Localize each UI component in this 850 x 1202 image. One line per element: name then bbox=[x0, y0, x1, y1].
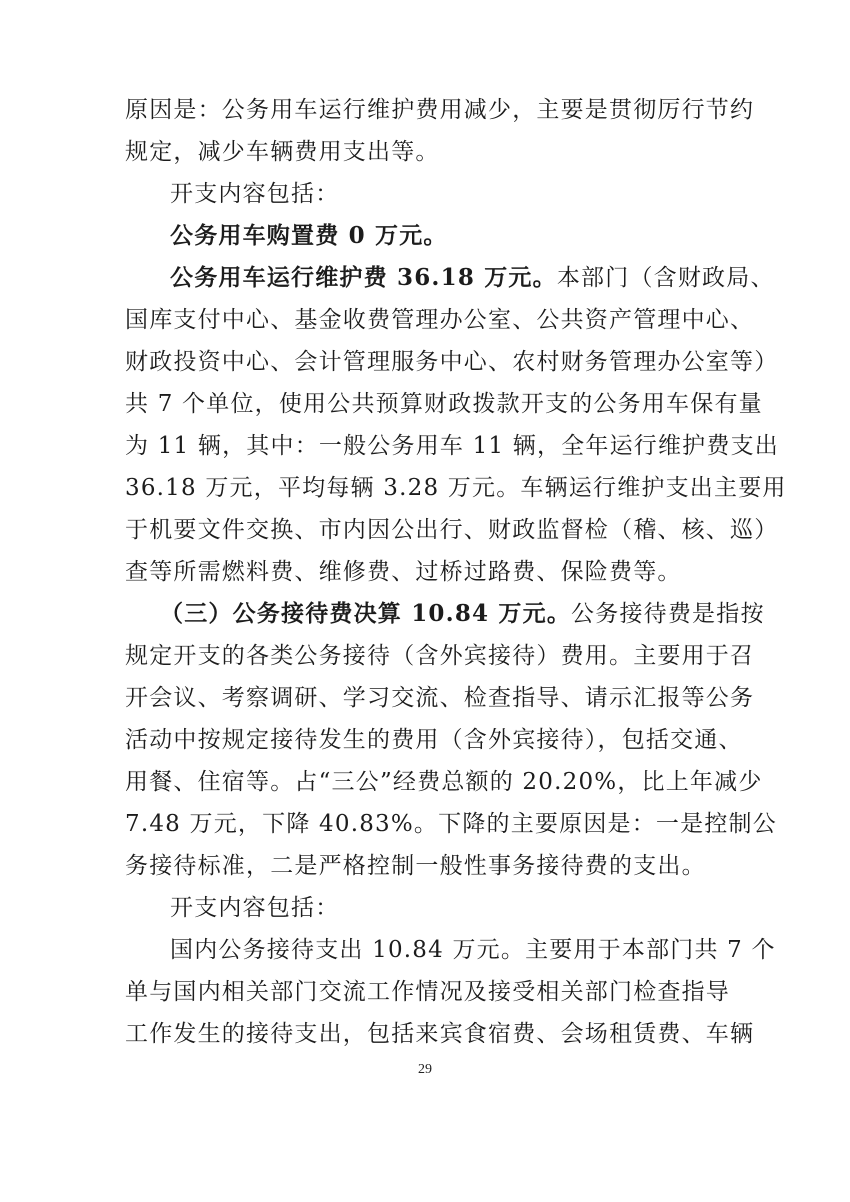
text-line: 规定开支的各类公务接待（含外宾接待）费用。主要用于召 bbox=[125, 643, 755, 669]
text-line: 用餐、住宿等。占“三公”经费总额的 20.20%，比上年减少 bbox=[125, 769, 763, 795]
text-line: 开支内容包括： bbox=[170, 895, 340, 921]
section-heading: （三）公务接待费决算 10.84 万元。 bbox=[160, 600, 572, 627]
text-line: 财政投资中心、会计管理服务中心、农村财务管理办公室等） bbox=[125, 349, 779, 375]
text-line: 开会议、考察调研、学习交流、检查指导、请示汇报等公务 bbox=[125, 685, 755, 711]
text-line: 开支内容包括： bbox=[170, 181, 340, 207]
text-line: 单与国内相关部门交流工作情况及接受相关部门检查指导 bbox=[125, 979, 730, 1005]
subheading: 公务用车购置费 0 万元。 bbox=[170, 222, 448, 249]
subheading: 公务用车运行维护费 36.18 万元。 bbox=[170, 264, 557, 291]
text-line: 工作发生的接待支出，包括来宾食宿费、会场租赁费、车辆 bbox=[125, 1021, 755, 1047]
text-line: 查等所需燃料费、维修费、过桥过路费、保险费等。 bbox=[125, 559, 682, 585]
text-line: 务接待标准，二是严格控制一般性事务接待费的支出。 bbox=[125, 853, 706, 879]
text-line: 原因是：公务用车运行维护费用减少，主要是贯彻厉行节约 bbox=[125, 97, 755, 123]
text-line: 于机要文件交换、市内因公出行、财政监督检（稽、核、巡） bbox=[125, 517, 779, 543]
text-span: 本部门（含财政局、 bbox=[556, 265, 775, 291]
text-line: 国库支付中心、基金收费管理办公室、公共资产管理中心、 bbox=[125, 307, 755, 333]
page-number: 29 bbox=[418, 1062, 432, 1077]
text-line: 36.18 万元，平均每辆 3.28 万元。车辆运行维护支出主要用 bbox=[125, 475, 787, 501]
text-line bbox=[170, 263, 775, 293]
text-line: 为 11 辆，其中：一般公务用车 11 辆，全年运行维护费支出 bbox=[125, 433, 779, 459]
text-span: 公务接待费是指按 bbox=[571, 601, 765, 627]
text-line: 7.48 万元，下降 40.83%。下降的主要原因是：一是控制公 bbox=[125, 811, 777, 837]
text-line: 规定，减少车辆费用支出等。 bbox=[125, 139, 440, 165]
text-line bbox=[160, 599, 765, 629]
text-line: 国内公务接待支出 10.84 万元。主要用于本部门共 7 个 bbox=[170, 937, 776, 963]
text-line: 活动中按规定接待发生的费用（含外宾接待），包括交通、 bbox=[125, 727, 743, 753]
text-line: 共 7 个单位，使用公共预算财政拨款开支的公务用车保有量 bbox=[125, 391, 763, 417]
